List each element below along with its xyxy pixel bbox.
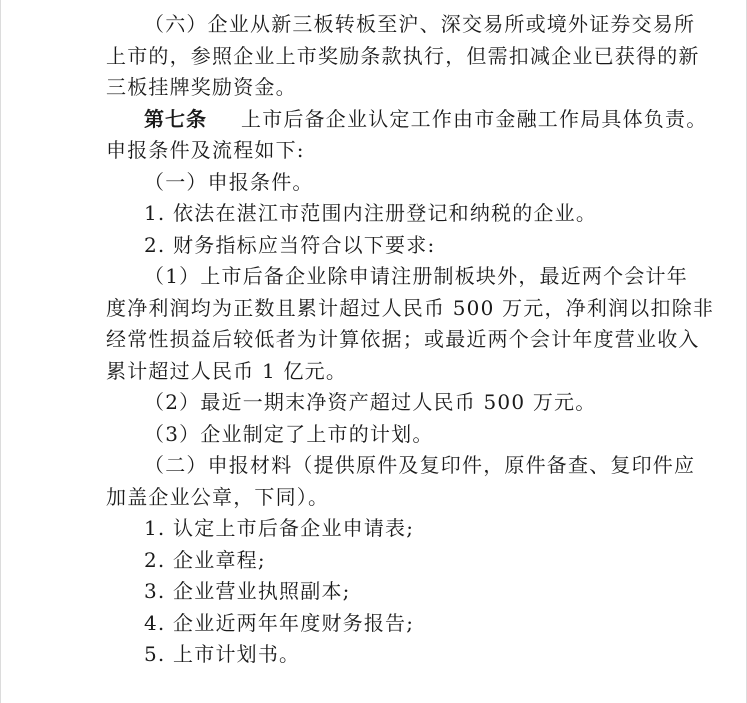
paragraph-line: 申报条件及流程如下: (106, 138, 305, 162)
paragraph-line: 三板挂牌奖励资金。 (106, 75, 297, 99)
paragraph-line: 加盖企业公章，下同）。 (106, 484, 330, 509)
paragraph-line: 上市的，参照企业上市奖励条款执行，但需扣减企业已获得的新 (106, 43, 700, 68)
list-item: 3. 企业营业执照副本; (144, 579, 351, 603)
article-line (106, 104, 708, 136)
section-heading: （一）申报条件。 (144, 169, 314, 194)
paragraph-line: 累计超过人民币 1 亿元。 (106, 358, 348, 383)
list-item: 1. 依法在湛江市范围内注册登记和纳税的企业。 (144, 201, 598, 225)
list-item: 1. 认定上市后备企业申请表; (144, 516, 415, 540)
section-heading: （二）申报材料（提供原件及复印件，原件备查、复印件应 (144, 453, 696, 477)
list-item: 4. 企业近两年年度财务报告; (144, 610, 415, 635)
list-item: 2. 企业章程; (144, 547, 266, 572)
article-heading: 第七条 (144, 106, 207, 131)
article-text: 上市后备企业认定工作由市金融工作局具体负责。 (241, 106, 708, 131)
document-body (106, 9, 715, 671)
list-item: 5. 上市计划书。 (144, 642, 301, 666)
paragraph-line: 经常性损益后较低者为计算依据；或最近两个会计年度营业收入 (106, 327, 700, 351)
paragraph-line: （六）企业从新三板转板至沪、深交易所或境外证券交易所 (144, 12, 696, 36)
paragraph-line: （2）最近一期末净资产超过人民币 500 万元。 (144, 390, 597, 414)
paragraph-line: （1）上市后备企业除申请注册制板块外，最近两个会计年 (144, 264, 688, 288)
paragraph-line: （3）企业制定了上市的计划。 (144, 421, 434, 446)
list-item: 2. 财务指标应当符合以下要求: (144, 232, 436, 257)
paragraph-line: 度净利润均为正数且累计超过人民币 500 万元，净利润以扣除非 (106, 295, 715, 320)
